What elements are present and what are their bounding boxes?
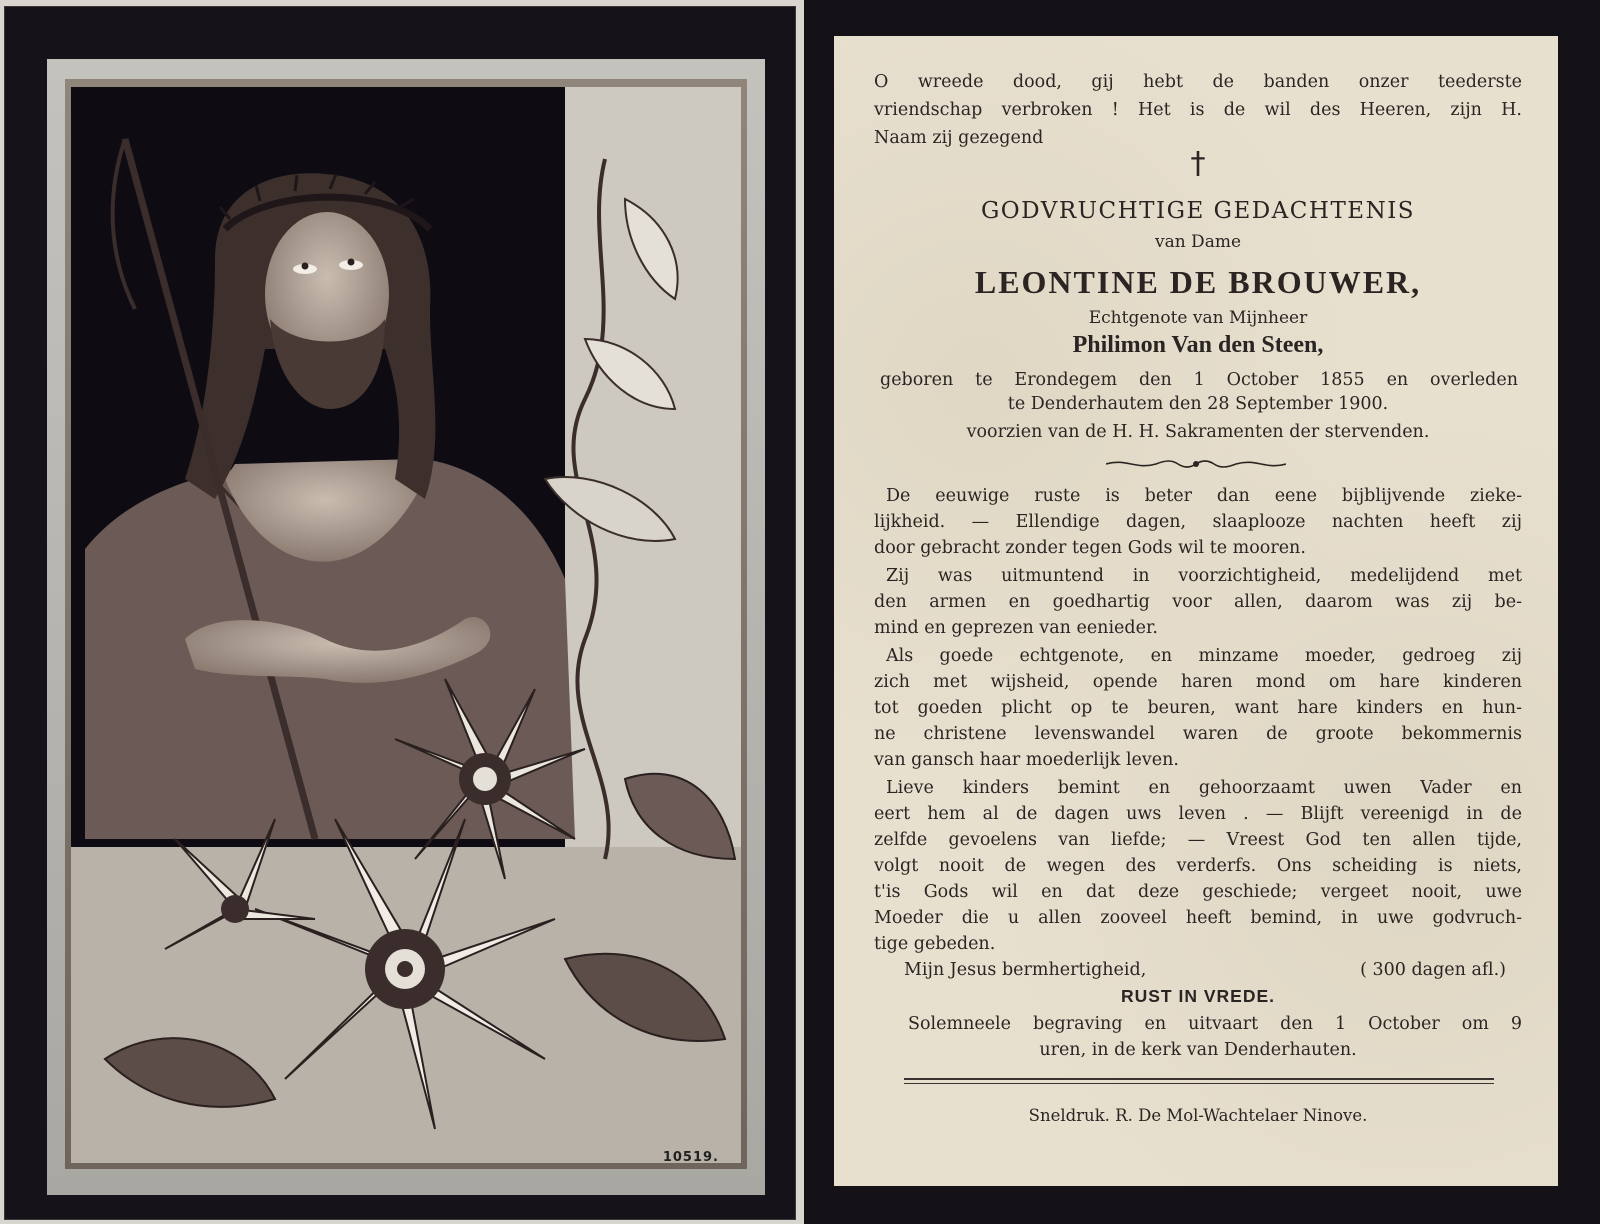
para3-line-3: tot goeden plicht op te beuren, want hare kinders en hun- xyxy=(874,698,1522,718)
opening-line-3: Naam zij gezegend xyxy=(874,128,1044,148)
back-card xyxy=(804,0,1600,1224)
printer-imprint: Sneldruk. R. De Mol-Wachtelaer Ninove. xyxy=(1028,1106,1368,1125)
para2-line-3: mind en geprezen van eenieder. xyxy=(874,618,1158,638)
para1-line-2: lijkheid. — Ellendige dagen, slaaplooze nachten heeft zij xyxy=(874,512,1522,532)
para3-line-1: Als goede echtgenote, en minzame moeder, gedroeg zij xyxy=(886,646,1522,666)
para4-line-7: tige gebeden. xyxy=(874,934,996,954)
funeral-line-2: uren, in de kerk van Denderhauten. xyxy=(1039,1040,1357,1060)
birth-death-line-3: voorzien van de H. H. Sakramenten der stervenden. xyxy=(966,422,1430,442)
para4-line-5: t'is Gods wil en dat deze geschiede; vergeet nooit, uwe xyxy=(874,882,1522,902)
birth-death-line-1: geboren te Erondegem den 1 October 1855 en overleden xyxy=(880,370,1518,390)
para1-line-3: door gebracht zonder tegen Gods wil te mooren. xyxy=(874,538,1306,558)
para3-line-5: van gansch haar moederlijk leven. xyxy=(874,750,1179,770)
bottom-rule-thick xyxy=(904,1078,1494,1080)
para4-line-4: volgt nooit de wegen des verderfs. Ons scheiding is niets, xyxy=(874,856,1522,876)
para1-line-1: De eeuwige ruste is beter dan eene bijblijvende zieke- xyxy=(886,486,1522,506)
front-card xyxy=(4,6,796,1220)
indulgence: ( 300 dagen afl.) xyxy=(1360,960,1506,980)
para3-line-2: zich met wijsheid, opende haren mond om hare kinderen xyxy=(874,672,1522,692)
para3-line-4: ne christene levenswandel waren de groote bekommernis xyxy=(874,724,1522,744)
print-number: 10519. xyxy=(662,1150,719,1165)
spouse-name: Philimon Van den Steen, xyxy=(1072,332,1324,358)
para2-line-1: Zij was uitmuntend in voorzichtigheid, medelijdend met xyxy=(886,566,1522,586)
para4-line-3: zelfde gevoelens van liefde; — Vreest God ten allen tijde, xyxy=(874,830,1522,850)
funeral-line-1: Solemneele begraving en uitvaart den 1 October om 9 xyxy=(908,1014,1522,1034)
para4-line-2: eert hem al de dagen uws leven . — Blijft vereenigd in de xyxy=(874,804,1522,824)
opening-line-2: vriendschap verbroken ! Het is de wil des Heeren, zijn H. xyxy=(874,100,1522,120)
memorial-heading: GODVRUCHTIGE GEDACHTENIS xyxy=(980,198,1416,224)
deceased-name: LEONTINE DE BROUWER, xyxy=(974,264,1422,300)
cross-icon: † xyxy=(1190,146,1206,181)
memorial-text-page xyxy=(834,36,1558,1186)
opening-line-1: O wreede dood, gij hebt de banden onzer teederste xyxy=(874,72,1522,92)
para2-line-2: den armen en goedhartig voor allen, daarom was zij be- xyxy=(874,592,1522,612)
rest-in-peace: RUST IN VREDE. xyxy=(1120,986,1276,1006)
para4-line-1: Lieve kinders bemint en gehoorzaamt uwen Vader en xyxy=(886,778,1522,798)
para4-line-6: Moeder die u allen zooveel heeft bemind, in uwe godvruch- xyxy=(874,908,1522,928)
silver-frame xyxy=(47,59,765,1195)
engraving-frame xyxy=(65,79,747,1169)
prayer: Mijn Jesus bermhertigheid, xyxy=(904,960,1147,980)
van-dame: van Dame xyxy=(1154,232,1242,252)
ecce-homo-engraving xyxy=(65,79,747,1169)
bottom-rule-thin xyxy=(904,1083,1494,1084)
ornament-divider xyxy=(1106,456,1286,472)
spouse-intro: Echtgenote van Mijnheer xyxy=(1088,308,1308,328)
birth-death-line-2: te Denderhautem den 28 September 1900. xyxy=(1007,394,1389,414)
